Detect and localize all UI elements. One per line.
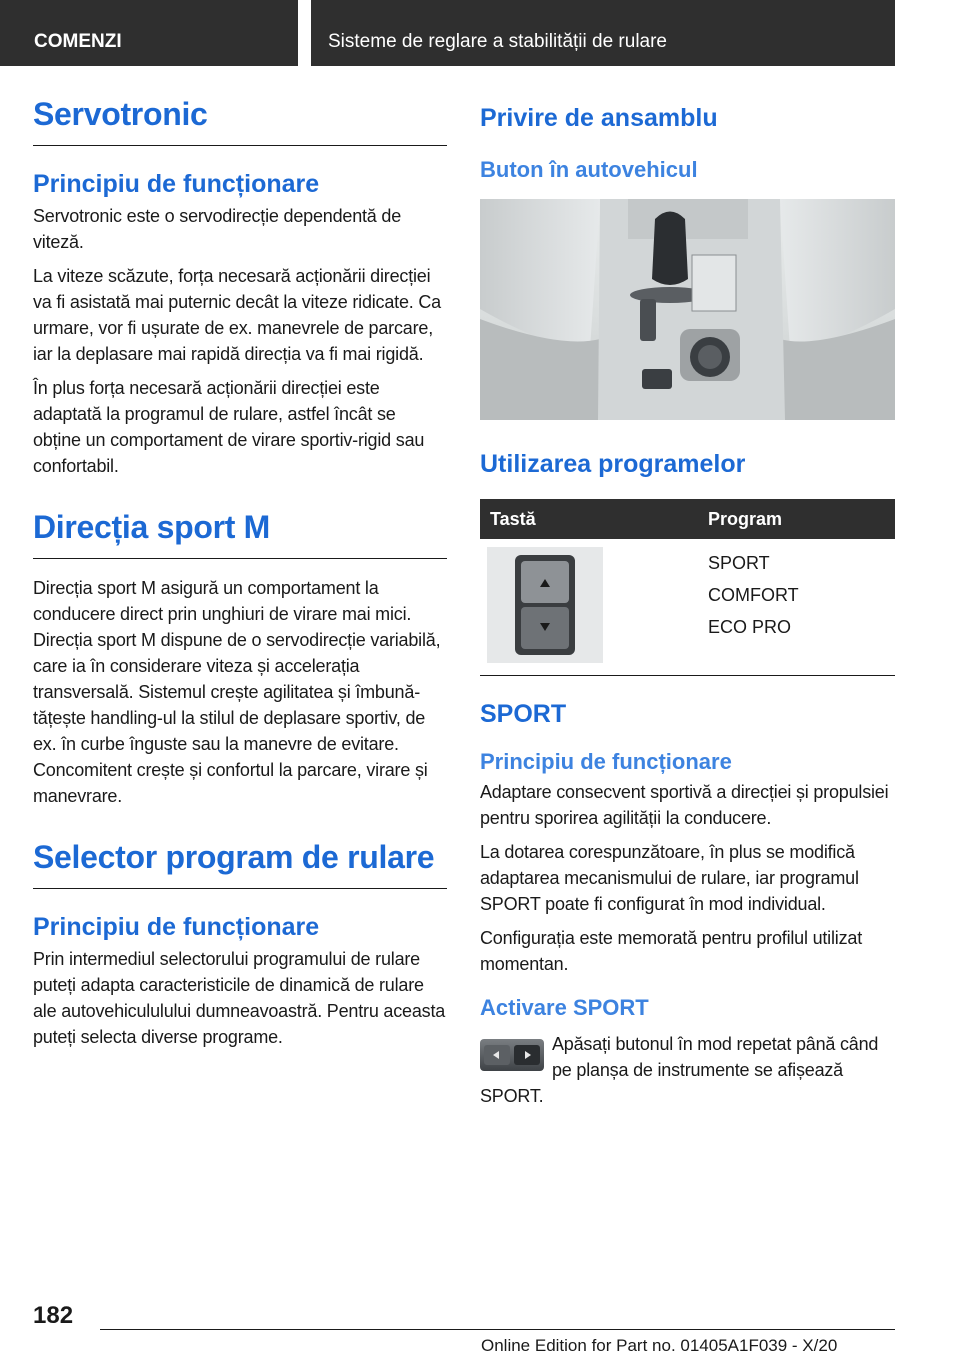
rocker-switch-icon xyxy=(487,547,603,663)
sport-activate-heading: Activare SPORT xyxy=(480,995,649,1020)
selector-principle-heading: Principiu de funcționare xyxy=(33,913,320,941)
overview-title: Privire de ansamblu xyxy=(480,104,718,132)
program-eco-pro: ECO PRO xyxy=(708,617,792,637)
console-illustration xyxy=(480,199,895,420)
servotronic-p2: La viteze scăzute, forța necesară acționării direcției va fi asistată mai puternic decât la viteze ridicate. Ca urmare, vor fi ușurate de ex. manevrele de parcare, iar la deplasare mai rapidă direcția va fi mai rigidă. xyxy=(33,266,441,364)
col-key: Tastă xyxy=(490,509,536,529)
program-comfort: COMFORT xyxy=(708,585,799,605)
sport-activate-text: Apăsați butonul în mod repetat până când pe planșa de instrumente se afișează SPORT. xyxy=(480,1034,879,1106)
selector-p1: Prin intermediul selectorului programului de rulare puteți adapta caracteristicile de dinamică de rulare ale autovehicululului dumneavoastră. Pentru aceasta puteți selecta diverse programe. xyxy=(33,949,446,1047)
servotronic-principle-heading: Principiu de funcționare xyxy=(33,170,320,198)
sport-principle-heading: Principiu de funcționare xyxy=(480,749,732,774)
page-header xyxy=(0,0,960,66)
program-table-header xyxy=(480,499,895,539)
header-title: Sisteme de reglare a stabilității de rulare xyxy=(311,0,895,66)
console-photo xyxy=(480,199,895,420)
key-cell xyxy=(480,539,698,675)
program-list xyxy=(698,539,799,675)
sport-p1: Adaptare consecvent sportivă a direcției și propulsiei pentru sporirea agilității la conducere. xyxy=(480,782,889,828)
sport-p3: Configurația este memorată pentru profilul utilizat momentan. xyxy=(480,928,862,974)
usage-heading: Utilizarea programelor xyxy=(480,450,746,478)
program-table-row xyxy=(480,539,895,675)
servotronic-title: Servotronic xyxy=(33,96,447,146)
footer-divider xyxy=(100,1329,895,1330)
page-number: 182 xyxy=(33,1302,74,1329)
sport-p2: La dotarea corespunzătoare, în plus se modifică adaptarea mecanismului de rulare, iar programul SPORT poate fi configurat în mod individual. xyxy=(480,842,859,914)
program-sport: SPORT xyxy=(708,553,770,573)
sport-activate-block xyxy=(480,1031,895,1109)
sport-title: SPORT xyxy=(480,700,567,728)
right-column xyxy=(480,96,895,1109)
header-section: COMENZI xyxy=(0,0,298,66)
sport-button-icon xyxy=(480,1039,544,1071)
sport-m-title: Direcția sport M xyxy=(33,509,447,559)
sport-m-p1: Direcția sport M asigură un comportament la conducere direct prin unghiuri de virare mai mici. Direcția sport M dispune de o servodirecție variabilă, care ia în considerare viteza și accelerația transversală. Sistemul crește agilitatea și îmbunătățește handling-ul la stilul de deplasare sportiv, de ex. în curbe înguste sau la manevre de evitare. Concomitent crește și confortul la parcare, virare și manevrare. xyxy=(33,578,441,806)
selector-title: Selector program de rulare xyxy=(33,839,447,889)
servotronic-p3: În plus forța necesară acționării direcției este adaptată la programul de rulare, astfel încât se obține un comportament de virare sportiv-rigid sau confortabil. xyxy=(33,378,425,476)
footer-edition: Online Edition for Part no. 01405A1F039 - X/20 xyxy=(481,1336,838,1355)
program-table xyxy=(480,499,895,676)
servotronic-p1: Servotronic este o servodirecție dependentă de viteză. xyxy=(33,206,402,252)
left-column xyxy=(33,96,447,1050)
col-program: Program xyxy=(708,509,783,529)
button-heading: Buton în autovehicul xyxy=(480,157,698,182)
